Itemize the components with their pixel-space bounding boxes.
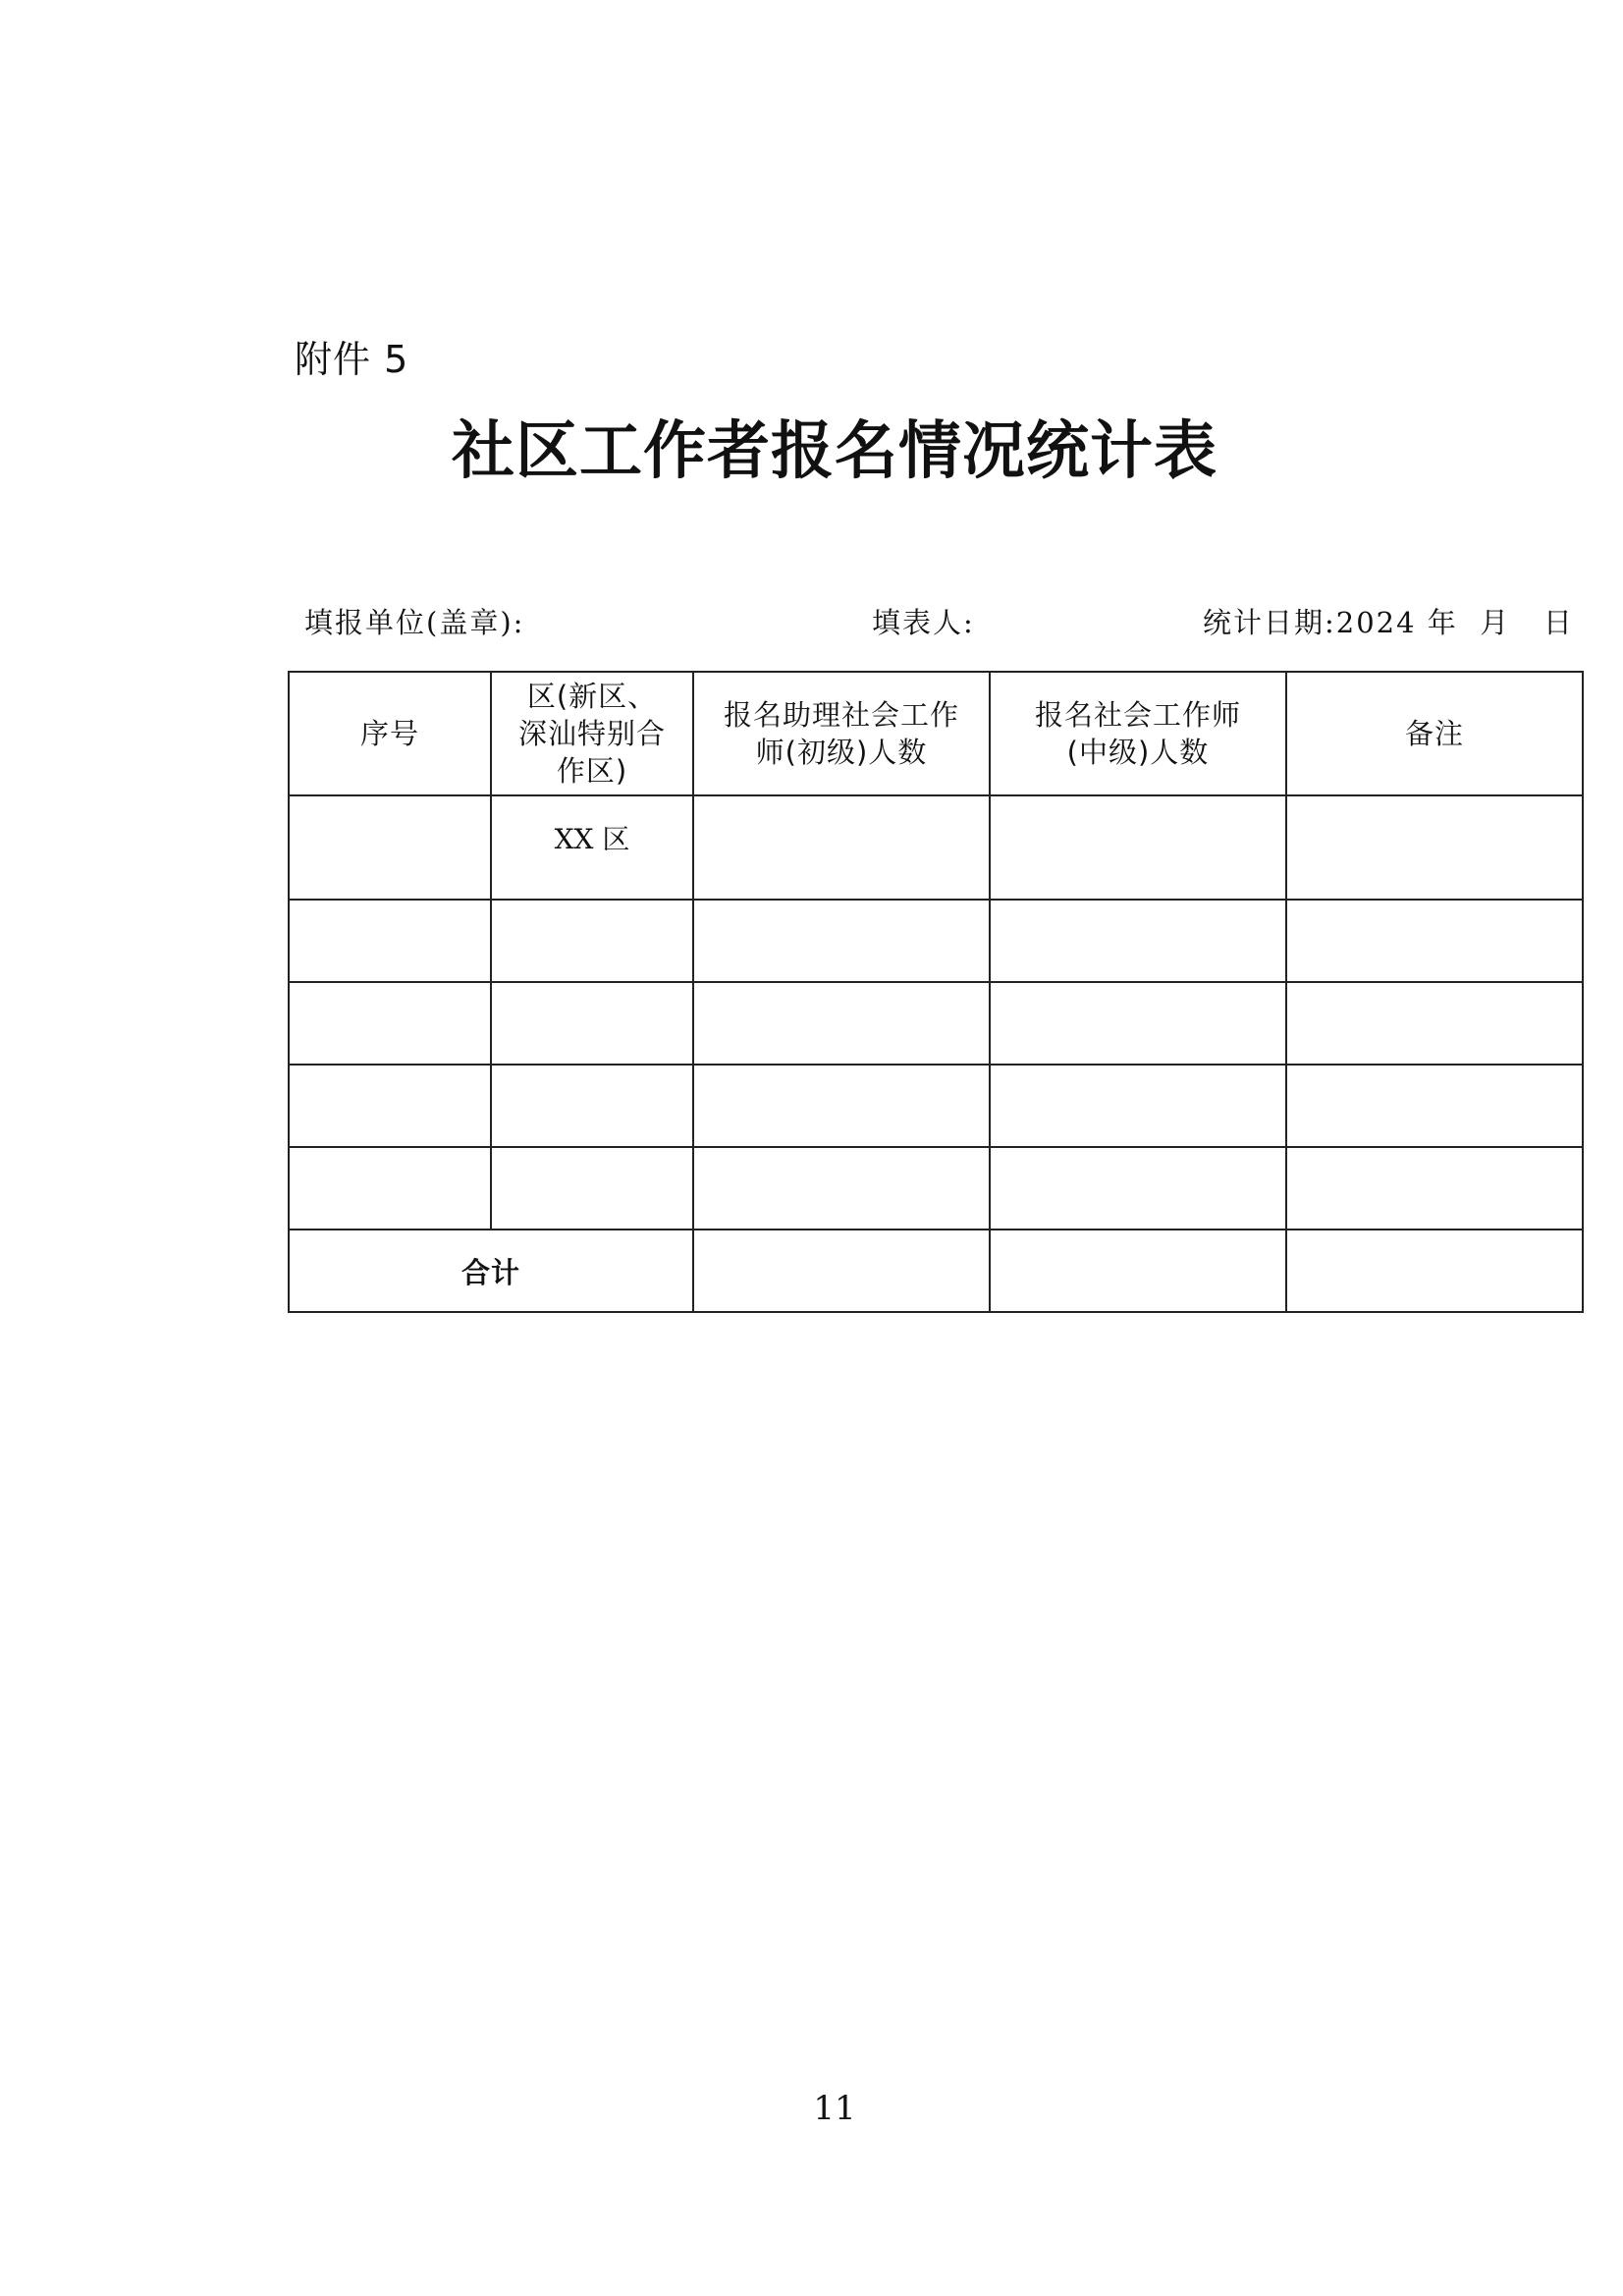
cell-serial-number xyxy=(289,1147,491,1230)
header-serial-number: 序号 xyxy=(289,672,491,795)
table-row xyxy=(289,982,1583,1065)
cell-assistant-social-worker-count xyxy=(693,795,990,900)
cell-assistant-social-worker-count xyxy=(693,1065,990,1147)
total-remarks xyxy=(1286,1230,1583,1312)
table-row xyxy=(289,795,1583,900)
cell-social-worker-count xyxy=(990,1147,1286,1230)
reporting-unit-label: 填报单位(盖章): xyxy=(304,606,525,639)
cell-social-worker-count xyxy=(990,982,1286,1065)
cell-social-worker-count xyxy=(990,795,1286,900)
cell-district xyxy=(491,900,693,982)
table-row xyxy=(289,900,1583,982)
table-row xyxy=(289,1065,1583,1147)
cell-serial-number xyxy=(289,900,491,982)
form-filler-label: 填表人: xyxy=(872,606,975,639)
table-footer xyxy=(289,1230,1583,1312)
header-row xyxy=(289,672,1583,795)
total-assistant-social-worker-count xyxy=(693,1230,990,1312)
cell-remarks xyxy=(1286,1065,1583,1147)
total-row xyxy=(289,1230,1583,1312)
cell-remarks xyxy=(1286,900,1583,982)
cell-assistant-social-worker-count xyxy=(693,982,990,1065)
cell-serial-number xyxy=(289,795,491,900)
cell-social-worker-count xyxy=(990,1065,1286,1147)
table-row xyxy=(289,1147,1583,1230)
header-remarks: 备注 xyxy=(1286,672,1583,795)
cell-remarks xyxy=(1286,982,1583,1065)
total-label: 合计 xyxy=(289,1230,693,1312)
cell-district xyxy=(491,982,693,1065)
attachment-label: 附件 5 xyxy=(295,338,409,381)
cell-serial-number xyxy=(289,982,491,1065)
cell-district xyxy=(491,1147,693,1230)
cell-assistant-social-worker-count xyxy=(693,900,990,982)
cell-assistant-social-worker-count xyxy=(693,1147,990,1230)
page-title: 社区工作者报名情况统计表 xyxy=(452,414,1217,488)
cell-social-worker-count xyxy=(990,900,1286,982)
header-assistant-social-worker-count: 报名助理社会工作 师(初级)人数 xyxy=(693,672,990,795)
cell-district xyxy=(491,1065,693,1147)
table-header xyxy=(289,672,1583,795)
cell-remarks xyxy=(1286,795,1583,900)
cell-serial-number xyxy=(289,1065,491,1147)
statistics-table xyxy=(288,671,1584,1313)
total-social-worker-count xyxy=(990,1230,1286,1312)
header-district: 区(新区、 深汕特别合 作区) xyxy=(491,672,693,795)
cell-district: XX 区 xyxy=(491,795,693,900)
statistics-date-label: 统计日期:2024 年 月 日 xyxy=(1203,606,1574,639)
cell-remarks xyxy=(1286,1147,1583,1230)
table-body xyxy=(289,795,1583,1230)
header-social-worker-count: 报名社会工作师 (中级)人数 xyxy=(990,672,1286,795)
page-number: 11 xyxy=(813,2089,856,2128)
